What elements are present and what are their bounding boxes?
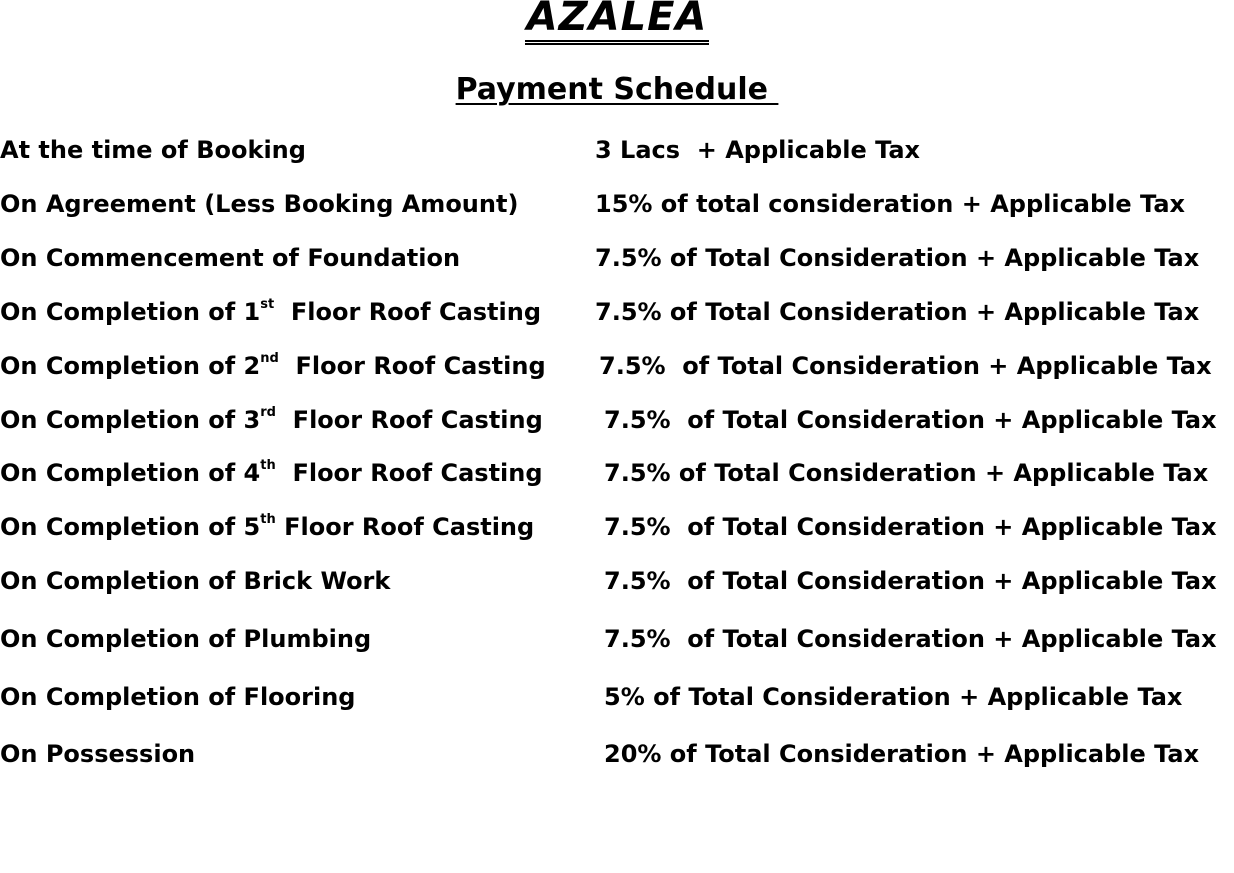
page-title (0, 72, 1234, 108)
schedule-amount: 7.5% of Total Consideration + Applicable Tax (604, 625, 1217, 653)
schedule-stage: On Possession (0, 740, 196, 768)
schedule-row (0, 564, 1234, 598)
page-title-text: Payment Schedule (455, 72, 779, 107)
schedule-row (0, 510, 1234, 544)
schedule-row (0, 295, 1234, 329)
schedule-amount: 3 Lacs + Applicable Tax (595, 136, 921, 164)
schedule-stage: On Completion of 4th Floor Roof Casting (0, 458, 543, 487)
schedule-amount: 7.5% of Total Consideration + Applicable Tax (595, 244, 1200, 272)
schedule-amount: 7.5% of Total Consideration + Applicable Tax (595, 298, 1200, 326)
schedule-stage: On Completion of 5th Floor Roof Casting (0, 512, 535, 541)
schedule-row (0, 403, 1234, 437)
schedule-stage: On Completion of Plumbing (0, 625, 372, 653)
schedule-row (0, 622, 1234, 656)
schedule-amount: 7.5% of Total Consideration + Applicable Tax (604, 513, 1217, 541)
schedule-stage: On Agreement (Less Booking Amount) (0, 190, 519, 218)
schedule-amount: 7.5% of Total Consideration + Applicable Tax (599, 352, 1212, 380)
schedule-amount: 15% of total consideration + Applicable Tax (595, 190, 1185, 218)
schedule-row (0, 133, 1234, 167)
schedule-row (0, 349, 1234, 383)
schedule-amount: 5% of Total Consideration + Applicable Tax (604, 683, 1183, 711)
schedule-amount: 7.5% of Total Consideration + Applicable Tax (604, 406, 1217, 434)
schedule-row (0, 187, 1234, 221)
schedule-stage: On Completion of Brick Work (0, 567, 391, 595)
schedule-stage: At the time of Booking (0, 136, 306, 164)
schedule-row (0, 456, 1234, 490)
schedule-row (0, 737, 1234, 771)
brand-title (0, 0, 1234, 44)
schedule-amount: 7.5% of Total Consideration + Applicable Tax (604, 459, 1209, 487)
schedule-amount: 20% of Total Consideration + Applicable Tax (604, 740, 1200, 768)
schedule-stage: On Completion of 3rd Floor Roof Casting (0, 405, 543, 434)
schedule-stage: On Completion of 1st Floor Roof Casting (0, 297, 542, 326)
schedule-stage: On Completion of Flooring (0, 683, 356, 711)
schedule-row (0, 680, 1234, 714)
brand-name: AZALEA (525, 0, 710, 45)
schedule-stage: On Commencement of Foundation (0, 244, 461, 272)
schedule-row (0, 241, 1234, 275)
schedule-stage: On Completion of 2nd Floor Roof Casting (0, 351, 546, 380)
schedule-amount: 7.5% of Total Consideration + Applicable Tax (604, 567, 1217, 595)
